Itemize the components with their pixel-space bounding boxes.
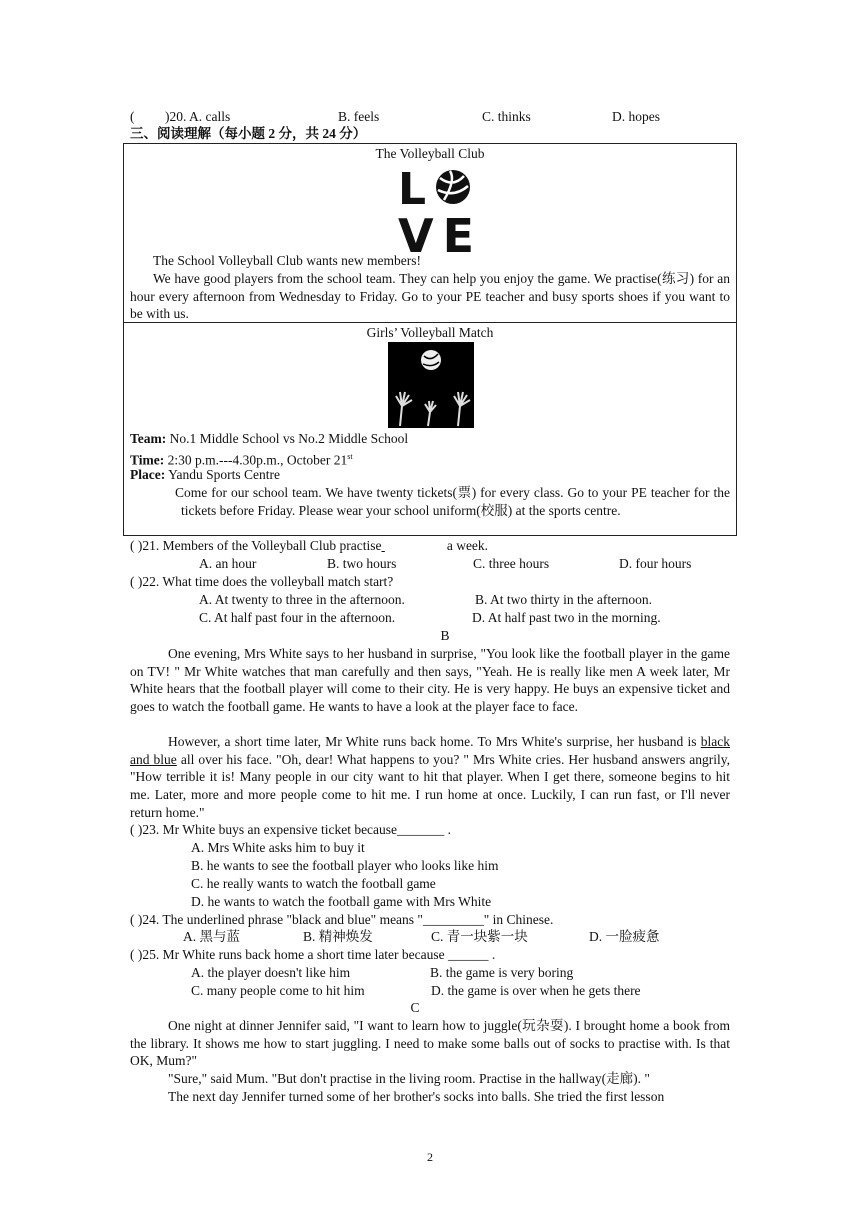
q24-option-d: D. 一脸疲惫 (589, 929, 660, 944)
q21-option-d: D. four hours (619, 556, 692, 571)
q21-option-b: B. two hours (327, 556, 397, 571)
team-label: Team: (130, 431, 167, 446)
q22-option-a: A. At twenty to three in the afternoon. (199, 592, 405, 607)
time-value: 2:30 p.m.---4.30p.m., October 21 (167, 452, 348, 468)
time-label: Time: (130, 452, 165, 468)
volleyball-match-box (123, 322, 737, 536)
time-suffix: st (347, 452, 353, 461)
love-volleyball-logo (398, 166, 474, 254)
q20-option-b: B. feels (338, 109, 380, 124)
volleyball-hands-image (388, 342, 474, 428)
q24-stem: ( )24. The underlined phrase "black and blue" means "_________" in Chinese. (130, 912, 554, 927)
q24-option-a: A. 黑与蓝 (183, 929, 240, 944)
q20-option-c: C. thinks (482, 109, 531, 124)
q25-stem: ( )25. Mr White runs back home a short time later because ______ . (130, 947, 496, 962)
q20-option-d: D. hopes (612, 109, 660, 124)
q24-option-c: C. 青一块紫一块 (431, 929, 528, 944)
box1-headline: The School Volleyball Club wants new members! (153, 253, 421, 268)
q23-option-d: D. he wants to watch the football game with Mrs White (191, 894, 492, 909)
team-line (130, 430, 408, 448)
q22-stem: ( )22. What time does the volleyball match start? (130, 574, 394, 589)
passage-c-paragraph-2: "Sure," said Mum. "But don't practise in the living room. Practise in the hallway(走廊). " (168, 1071, 650, 1086)
q23-option-b: B. he wants to see the football player who looks like him (191, 858, 499, 873)
place-line (130, 466, 280, 484)
passage-b-label: B (440, 628, 450, 643)
box1-title: The Volleyball Club (375, 146, 485, 161)
box1-body: We have good players from the school team. They can help you enjoy the game. We practise(练习) for an hour every afternoon from Wednesday to Friday. Go to your PE teacher and busy sports shoes if you want to be with us. (130, 271, 730, 322)
paragraph-2-end: all over his face. "Oh, dear! What happens to you? " Mrs White cries. Her husband answers angrily, "How terrible it is! Many people in our city want to hit that player. When I get there, someone begins to hit me. Later, more and more people come to hit me. I run home at once. Luckily, I can run fast, or I'll never return home." (130, 751, 730, 820)
place-value: Yandu Sports Centre (168, 467, 280, 482)
q20-option-a: )20. A. calls (165, 109, 231, 124)
q23-option-c: C. he really wants to watch the football game (191, 876, 436, 891)
q21-stem (130, 537, 488, 555)
q25-option-d: D. the game is over when he gets there (431, 983, 641, 998)
q22-option-c: C. At half past four in the afternoon. (199, 610, 396, 625)
section-title: 三、阅读理解（每小题 2 分，共 24 分） (130, 126, 367, 141)
q20-paren: ( (130, 109, 135, 124)
passage-c-paragraph-3: The next day Jennifer turned some of her brother's socks into balls. She tried the first lesson (168, 1089, 665, 1104)
q23-stem: ( )23. Mr White buys an expensive ticket because_______ . (130, 822, 452, 837)
q24-option-b: B. 精神焕发 (303, 929, 373, 944)
page-number: 2 (427, 1150, 433, 1164)
passage-b-paragraph-1: One evening, Mrs White says to her husband in surprise, "You look like the football player in the game on TV! " Mr White watches that man carefully and then says, "Yeah. He is really like men A week later, Mr White hears that the football player will come to their city. He is very happy. He buys an expensive ticket and goes to watch the football game. He wants to have a look at the player face to face. (130, 646, 730, 715)
q22-option-b: B. At two thirty in the afternoon. (475, 592, 652, 607)
place-label: Place: (130, 467, 166, 482)
volleyball-club-box (123, 143, 737, 323)
passage-c-label: C (410, 1000, 420, 1015)
box2-body: Come for our school team. We have twenty tickets(票) for every class. Go to your PE teacher for the tickets before Friday. Please wear your school uniform(校服) at the sports centre. (175, 485, 730, 518)
q21-option-a: A. an hour (199, 556, 257, 571)
q25-option-a: A. the player doesn't like him (191, 965, 351, 980)
svg-text:L: L (398, 166, 427, 215)
q22-option-d: D. At half past two in the morning. (472, 610, 661, 625)
box2-title: Girls’ Volleyball Match (366, 325, 494, 340)
q21-stem-end: a week. (446, 538, 489, 553)
q21-stem-text: ( )21. Members of the Volleyball Club practise (130, 538, 382, 553)
q21-option-c: C. three hours (473, 556, 550, 571)
q25-option-b: B. the game is very boring (430, 965, 574, 980)
svg-text:VE: VE (398, 209, 474, 254)
q25-option-c: C. many people come to hit him (191, 983, 365, 998)
paragraph-2-start: However, a short time later, Mr White runs back home. To Mrs White's surprise, her husband is (168, 734, 701, 749)
team-value: No.1 Middle School vs No.2 Middle School (169, 431, 409, 446)
passage-c-paragraph-1: One night at dinner Jennifer said, "I want to learn how to juggle(玩杂耍). I brought home a book from the library. It shows me how to start juggling. I need to make some balls out of socks to practise with. Is that OK, Mum?" (130, 1018, 730, 1069)
q23-option-a: A. Mrs White asks him to buy it (191, 840, 365, 855)
q21-blank (381, 537, 443, 555)
underlined-phrase: black and blue (130, 734, 730, 767)
passage-b-paragraph-2 (130, 733, 730, 822)
